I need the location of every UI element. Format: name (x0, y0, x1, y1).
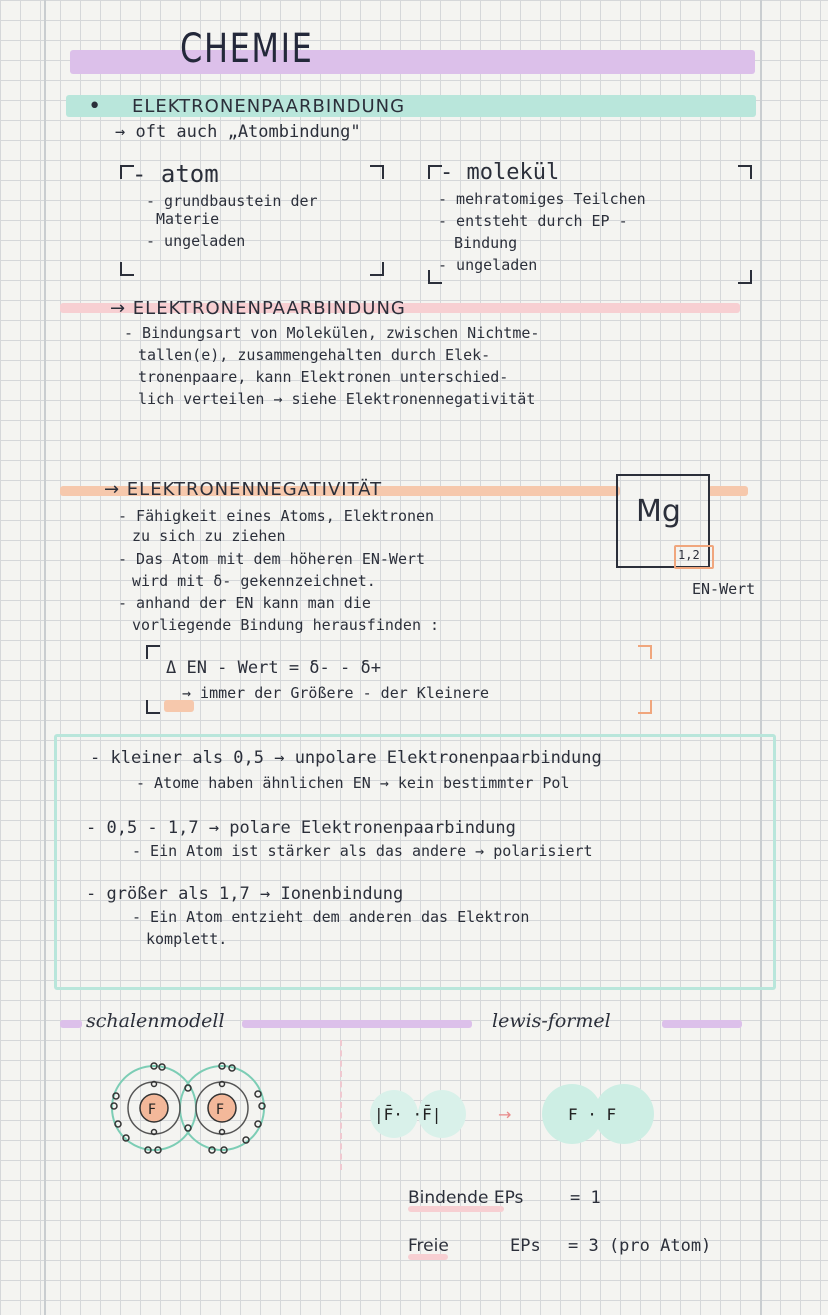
section2-line: tronenpaare, kann Elektronen unterschied- (138, 368, 509, 386)
schalen-highlight-left (60, 1020, 82, 1028)
molekuel-title: - molekül (440, 160, 560, 185)
element-value: 1,2 (678, 548, 700, 562)
section3-line: - Das Atom mit dem höheren EN-Wert (118, 550, 426, 568)
lewis-left-formula: |F̄· ·F̄| (374, 1105, 442, 1124)
formula-bracket-tr (638, 645, 652, 659)
bond-type-sub: - Atome haben ähnlichen EN → kein bestimmter Pol (136, 774, 570, 792)
atom-bracket-tr (370, 165, 384, 179)
atom-line: Materie (156, 210, 220, 228)
section3-line: vorliegende Bindung herausfinden : (132, 616, 440, 634)
molekuel-line: - ungeladen (438, 256, 538, 274)
bond-type-head: - kleiner als 0,5 → unpolare Elektronenpaarbindung (90, 748, 602, 768)
bindende-label: Bindende EPs (408, 1188, 524, 1208)
bond-type-sub: - Ein Atom ist stärker als das andere → polarisiert (132, 842, 593, 860)
bullet-point: • (88, 94, 102, 119)
electron (220, 1082, 225, 1087)
section3-line: zu sich zu ziehen (132, 527, 286, 545)
section1-heading: ELEKTRONENPAARBINDUNG (132, 96, 406, 117)
en-label: EN-Wert (692, 580, 756, 598)
margin-line-right (760, 0, 762, 1315)
molekuel-line: Bindung (454, 234, 518, 252)
formula-text: Δ EN - Wert = δ- - δ+ (166, 658, 381, 678)
formula-bracket-bl (146, 700, 160, 714)
section2-line: - Bindungsart von Molekülen, zwischen Nichtme- (124, 324, 540, 342)
electron (152, 1082, 157, 1087)
section2-line: tallen(e), zusammengehalten durch Elek- (138, 346, 491, 364)
formula-bracket-br (638, 700, 652, 714)
section3-line: wird mit δ- gekennzeichnet. (132, 572, 376, 590)
atom-bracket-br (370, 262, 384, 276)
atom-line: - ungeladen (146, 232, 246, 250)
electron (152, 1130, 157, 1135)
lewis-highlight (662, 1020, 742, 1028)
section3-line: - Fähigkeit eines Atoms, Elektronen (118, 507, 435, 525)
lewis-label: lewis-formel (492, 1010, 611, 1032)
freie-label: Freie (408, 1236, 449, 1256)
lewis-right-formula: F · F (568, 1105, 617, 1124)
freie-eps-label: EPs (510, 1236, 541, 1256)
section1-subtitle: → oft auch „Atombindung" (115, 122, 361, 142)
molekuel-bracket-tr (738, 165, 752, 179)
shell-model-diagram (96, 1058, 276, 1158)
molekuel-line: - entsteht durch EP - (438, 212, 628, 230)
margin-line-left (44, 0, 46, 1315)
nucleus-label-left: F (148, 1102, 157, 1118)
atom-bracket-bl (120, 262, 134, 276)
formula-note: → immer der Größere - der Kleinere (182, 684, 490, 702)
electron (220, 1130, 225, 1135)
atom-title: - atom (132, 160, 219, 188)
schalen-highlight-right (242, 1020, 472, 1028)
element-symbol: Mg (636, 494, 681, 529)
page-title: CHEMIE (180, 26, 314, 72)
atom-line: - grundbaustein der (146, 192, 318, 210)
formula-bracket-tl (146, 645, 160, 659)
bond-type-sub: komplett. (146, 930, 228, 948)
bond-type-sub: - Ein Atom entzieht dem anderen das Elektron (132, 908, 530, 926)
section3-line: - anhand der EN kann man die (118, 594, 371, 612)
bond-type-head: - 0,5 - 1,7 → polare Elektronenpaarbindung (86, 818, 516, 838)
section3-highlight-right (708, 486, 748, 496)
bond-type-head: - größer als 1,7 → Ionenbindung (86, 884, 404, 904)
title-highlight (70, 50, 755, 74)
section3-heading: → ELEKTRONENNEGATIVITÄT (104, 479, 383, 500)
lewis-arrow: → (498, 1105, 512, 1124)
section2-line: lich verteilen → siehe Elektronennegativität (138, 390, 536, 408)
freie-value: = 3 (pro Atom) (568, 1236, 712, 1256)
schalenmodell-label: schalenmodell (86, 1010, 225, 1032)
molekuel-line: - mehratomiges Teilchen (438, 190, 646, 208)
section2-heading: → ELEKTRONENPAARBINDUNG (110, 298, 406, 319)
bindende-value: = 1 (570, 1188, 601, 1208)
lewis-diagram (362, 1080, 682, 1150)
molekuel-bracket-br (738, 270, 752, 284)
divider-dashed (340, 1040, 344, 1170)
bond-types-box (54, 734, 776, 990)
electron (255, 1091, 261, 1097)
nucleus-label-right: F (216, 1102, 225, 1118)
